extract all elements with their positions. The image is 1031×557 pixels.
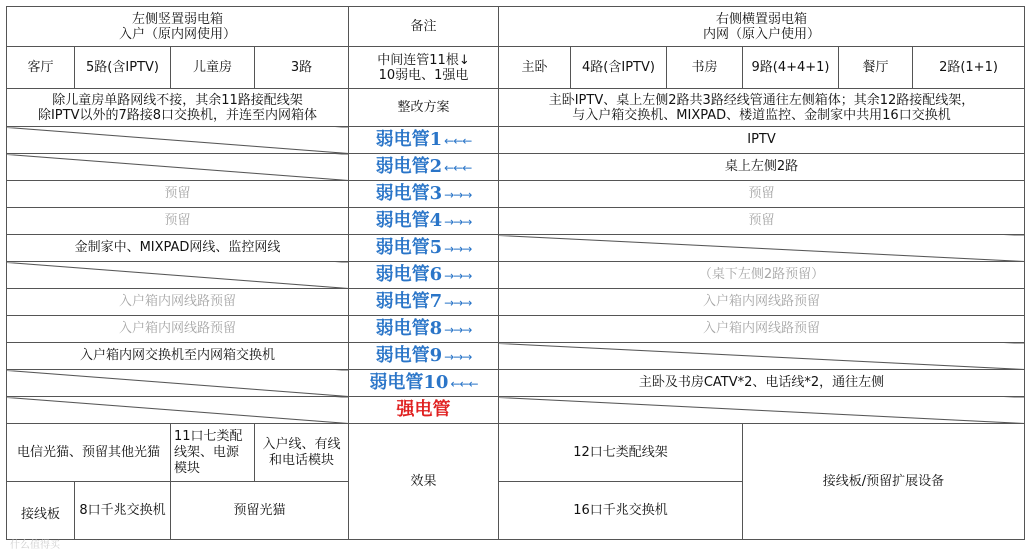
pipe-direction-arrows: ←←← — [450, 376, 478, 391]
middle-pipes-note — [349, 47, 499, 89]
power-row-left — [7, 397, 349, 424]
pipe-label — [349, 208, 499, 235]
pipe-direction-arrows: →→→ — [444, 241, 472, 256]
pipe-label — [349, 154, 499, 181]
middle-pipes-line1: 中间连管11根↓ — [377, 52, 470, 68]
pipe-row-right: （桌下左侧2路预留） — [499, 262, 1025, 289]
pipe-name: 弱电管5 — [375, 236, 443, 258]
pipe-row-left: 预留 — [7, 181, 349, 208]
pipe-direction-arrows: ←←← — [444, 160, 472, 175]
room-master: 主卧 — [499, 47, 571, 89]
pipe-row-right: 主卧及书房CATV*2、电话线*2，通往左侧 — [499, 370, 1025, 397]
pipe-row-right: 预留 — [499, 181, 1025, 208]
pipe-name: 弱电管3 — [375, 182, 443, 204]
pipe-row-left: 入户箱内网线路预留 — [7, 316, 349, 343]
wiring-plan-table — [6, 6, 1025, 540]
effect-board-left: 接线板 — [7, 482, 75, 540]
pipe-row-left — [7, 127, 349, 154]
effect-patch-panel-12: 12口七类配线架 — [499, 424, 743, 482]
room-master-lines: 4路(含IPTV) — [571, 47, 667, 89]
room-living: 客厅 — [7, 47, 75, 89]
right-plan-line1: 主卧IPTV、桌上左侧2路共3路经线管通往左侧箱体；其余12路接配线架， — [548, 92, 975, 108]
pipe-label — [349, 235, 499, 262]
room-dining-lines: 2路(1+1) — [913, 47, 1025, 89]
pipe-row-left: 入户箱内网线路预留 — [7, 289, 349, 316]
pipe-label — [349, 316, 499, 343]
right-box-header — [499, 7, 1025, 47]
pipe-name: 弱电管8 — [375, 317, 443, 339]
pipe-row-right: 桌上左侧2路 — [499, 154, 1025, 181]
pipe-row-right — [499, 343, 1025, 370]
pipe-row-left: 预留 — [7, 208, 349, 235]
pipe-name: 弱电管4 — [375, 209, 443, 231]
effect-header: 效果 — [349, 424, 499, 540]
pipe-label — [349, 262, 499, 289]
pipe-direction-arrows: →→→ — [444, 322, 472, 337]
pipe-row-left: 入户箱内网交换机至内网箱交换机 — [7, 343, 349, 370]
power-pipe-label: 强电管 — [349, 397, 499, 424]
pipe-row-right: 入户箱内网线路预留 — [499, 316, 1025, 343]
pipe-direction-arrows: →→→ — [444, 268, 472, 283]
middle-pipes-line2: 10弱电、1强电 — [378, 67, 469, 83]
left-plan — [7, 89, 349, 127]
right-plan-line2: 与入户箱交换机、MIXPAD、楼道监控、金制家中共用16口交换机 — [572, 107, 951, 123]
pipe-row-left — [7, 154, 349, 181]
effect-patch-panel-11: 11口七类配线架、电源模块 — [171, 424, 255, 482]
pipe-row-right: IPTV — [499, 127, 1025, 154]
pipe-label — [349, 181, 499, 208]
left-box-header — [7, 7, 349, 47]
left-plan-line1: 除儿童房单路网线不接，其余11路接配线架 — [52, 92, 303, 108]
pipe-name: 弱电管7 — [375, 290, 443, 312]
effect-switch-8: 8口千兆交换机 — [75, 482, 171, 540]
plan-header: 整改方案 — [349, 89, 499, 127]
pipe-label — [349, 343, 499, 370]
right-box-subtitle: 内网（原入户使用） — [702, 26, 820, 42]
pipe-row-left — [7, 262, 349, 289]
pipe-label — [349, 127, 499, 154]
left-box-subtitle: 入户（原内网使用） — [118, 26, 236, 42]
pipe-name: 弱电管6 — [375, 263, 443, 285]
watermark: 什么值得买 — [10, 540, 60, 551]
pipe-row-right: 入户箱内网线路预留 — [499, 289, 1025, 316]
effect-board-right: 接线板/预留扩展设备 — [743, 424, 1025, 540]
pipe-direction-arrows: →→→ — [444, 349, 472, 364]
effect-incoming-lines: 入户线、有线和电话模块 — [255, 424, 349, 482]
pipe-name: 弱电管2 — [375, 155, 443, 177]
left-box-title: 左侧竖置弱电箱 — [131, 11, 223, 27]
pipe-row-left: 金制家中、MIXPAD网线、监控网线 — [7, 235, 349, 262]
room-study-lines: 9路(4+4+1) — [743, 47, 839, 89]
power-row-right — [499, 397, 1025, 424]
pipe-row-right: 预留 — [499, 208, 1025, 235]
pipe-direction-arrows: →→→ — [444, 187, 472, 202]
right-plan — [499, 89, 1025, 127]
room-study: 书房 — [667, 47, 743, 89]
note-header: 备注 — [349, 7, 499, 47]
effect-reserved-modem: 预留光猫 — [171, 482, 349, 540]
pipe-direction-arrows: →→→ — [444, 295, 472, 310]
effect-telecom-modem: 电信光猫、预留其他光猫 — [7, 424, 171, 482]
pipe-row-left — [7, 370, 349, 397]
left-plan-line2: 除IPTV以外的7路接8口交换机，并连至内网箱体 — [37, 107, 318, 123]
room-dining: 餐厅 — [839, 47, 913, 89]
right-box-title: 右侧横置弱电箱 — [715, 11, 807, 27]
pipe-name: 弱电管1 — [375, 128, 443, 150]
pipe-direction-arrows: ←←← — [444, 133, 472, 148]
pipe-name: 弱电管9 — [375, 344, 443, 366]
pipe-label — [349, 370, 499, 397]
pipe-name: 弱电管10 — [369, 371, 449, 393]
room-living-lines: 5路(含IPTV) — [75, 47, 171, 89]
pipe-row-right — [499, 235, 1025, 262]
room-kids-lines: 3路 — [255, 47, 349, 89]
effect-switch-16: 16口千兆交换机 — [499, 482, 743, 540]
pipe-label — [349, 289, 499, 316]
pipe-direction-arrows: →→→ — [444, 214, 472, 229]
room-kids: 儿童房 — [171, 47, 255, 89]
